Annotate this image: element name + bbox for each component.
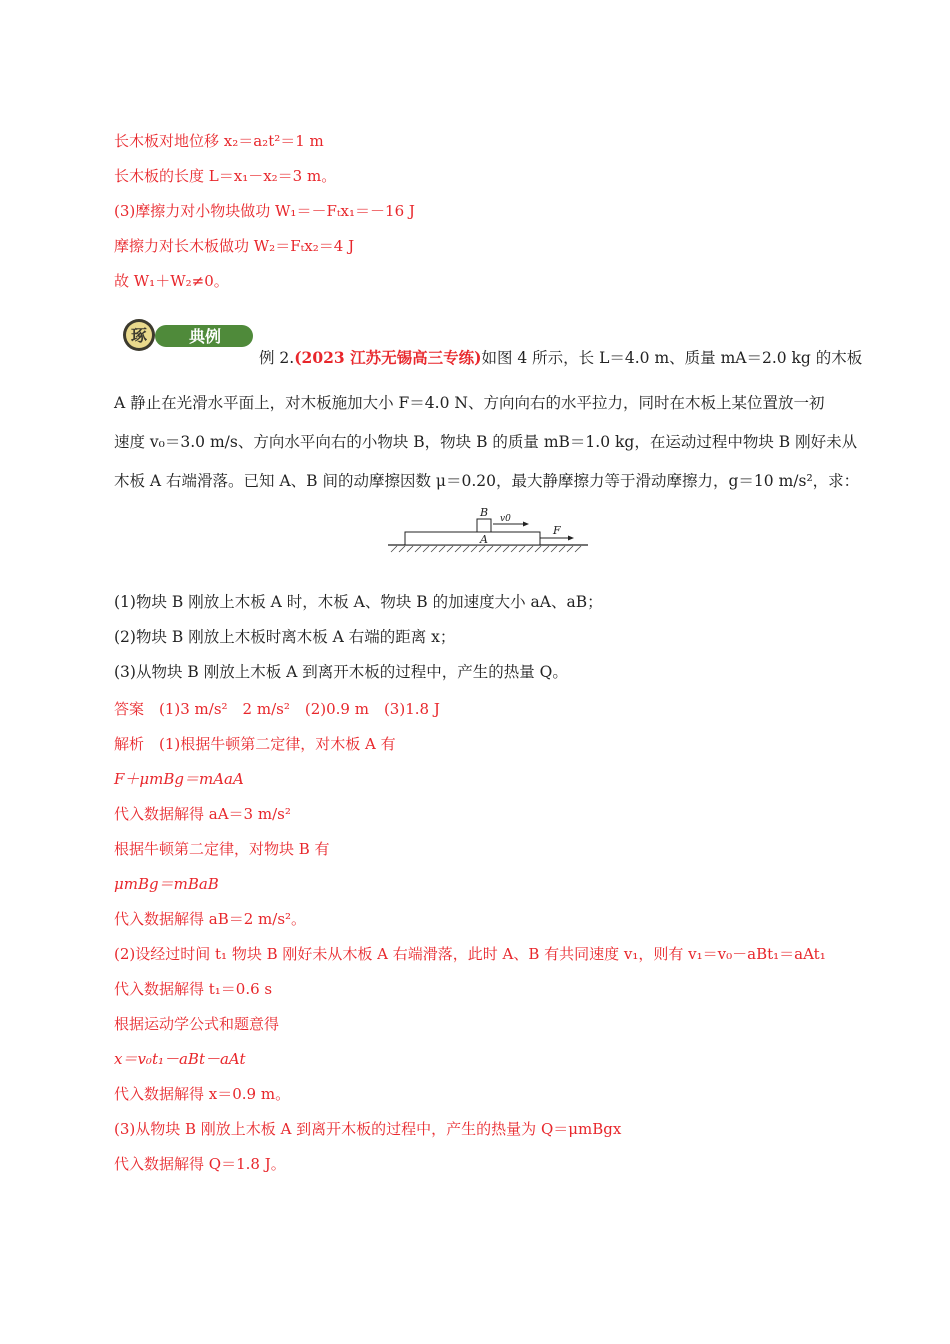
analysis-line-6: 代入数据解得 aB＝2 m/s²。 xyxy=(114,910,307,928)
analysis-line-4: 根据牛顿第二定律，对物块 B 有 xyxy=(114,840,330,858)
question-1: (1)物块 B 刚放上木板 A 时，木板 A、物块 B 的加速度大小 aA、aB； xyxy=(114,593,603,611)
equation-1: F＋μmBg＝mAaA xyxy=(114,770,244,788)
analysis-line-13: 代入数据解得 Q＝1.8 J。 xyxy=(114,1155,286,1173)
question-3: (3)从物块 B 刚放上木板 A 到离开木板的过程中，产生的热量 Q。 xyxy=(114,663,568,681)
badge-left-char: 琢 xyxy=(130,326,148,345)
equation-3: x＝v₀t₁－aBt－aAt xyxy=(114,1050,246,1068)
example-p1: 如图 4 所示，长 L＝4.0 m、质量 mA＝2.0 kg 的木板 xyxy=(481,349,863,367)
equation-2: μmBg＝mBaB xyxy=(114,875,219,893)
example-badge-icon xyxy=(113,318,255,352)
example-line-4: 木板 A 右端滑落。已知 A、B 间的动摩擦因数 μ＝0.20，最大静摩擦力等于滑动摩擦力，g＝10 m/s²，求： xyxy=(114,472,860,490)
example-prefix: 例 2. xyxy=(259,349,295,367)
solution-line-3: (3)摩擦力对小物块做功 W₁＝－Fₜx₁＝－16 J xyxy=(114,202,415,220)
example-line-3: 速度 v₀＝3.0 m/s、方向水平向右的小物块 B，物块 B 的质量 mB＝1.0 kg，在运动过程中物块 B 刚好未从 xyxy=(114,433,858,451)
solution-line-4: 摩擦力对长木板做功 W₂＝Fₜx₂＝4 J xyxy=(114,237,355,255)
label-v0: v0 xyxy=(500,514,511,524)
analysis-line-9: 根据运动学公式和题意得 xyxy=(114,1015,280,1033)
label-f: F xyxy=(553,524,561,537)
analysis-line-7: (2)设经过时间 t₁ 物块 B 刚好未从木板 A 右端滑落，此时 A、B 有共同速度 v₁，则有 v₁＝v₀－aBt₁＝aAt₁ xyxy=(114,945,826,963)
board-a xyxy=(405,532,540,545)
example-line-2: A 静止在光滑水平面上，对木板施加大小 F＝4.0 N、方向向右的水平拉力，同时在木板上某位置放一初 xyxy=(114,394,825,412)
example-source: (2023 江苏无锡高三专练) xyxy=(294,348,482,367)
board-block-diagram xyxy=(383,500,593,556)
badge-label: 典例 xyxy=(188,327,222,346)
example-line-1 xyxy=(259,348,862,368)
answer-line: 答案 (1)3 m/s² 2 m/s² (2)0.9 m (3)1.8 J xyxy=(114,700,440,718)
label-a: A xyxy=(480,533,488,546)
analysis-line-8: 代入数据解得 t₁＝0.6 s xyxy=(114,980,273,998)
label-b: B xyxy=(479,506,489,519)
question-2: (2)物块 B 刚放上木板时离木板 A 右端的距离 x； xyxy=(114,628,456,646)
analysis-line-3: 代入数据解得 aA＝3 m/s² xyxy=(114,805,291,823)
analysis-line-1: 解析 (1)根据牛顿第二定律，对木板 A 有 xyxy=(114,735,396,753)
block-b xyxy=(477,519,491,532)
solution-line-1: 长木板对地位移 x₂＝a₂t²＝1 m xyxy=(114,132,324,150)
solution-line-2: 长木板的长度 L＝x₁－x₂＝3 m。 xyxy=(114,167,337,185)
analysis-line-12: (3)从物块 B 刚放上木板 A 到离开木板的过程中，产生的热量为 Q＝μmBgx xyxy=(114,1120,622,1138)
analysis-line-11: 代入数据解得 x＝0.9 m。 xyxy=(114,1085,291,1103)
solution-line-5: 故 W₁＋W₂≠0。 xyxy=(114,272,229,290)
